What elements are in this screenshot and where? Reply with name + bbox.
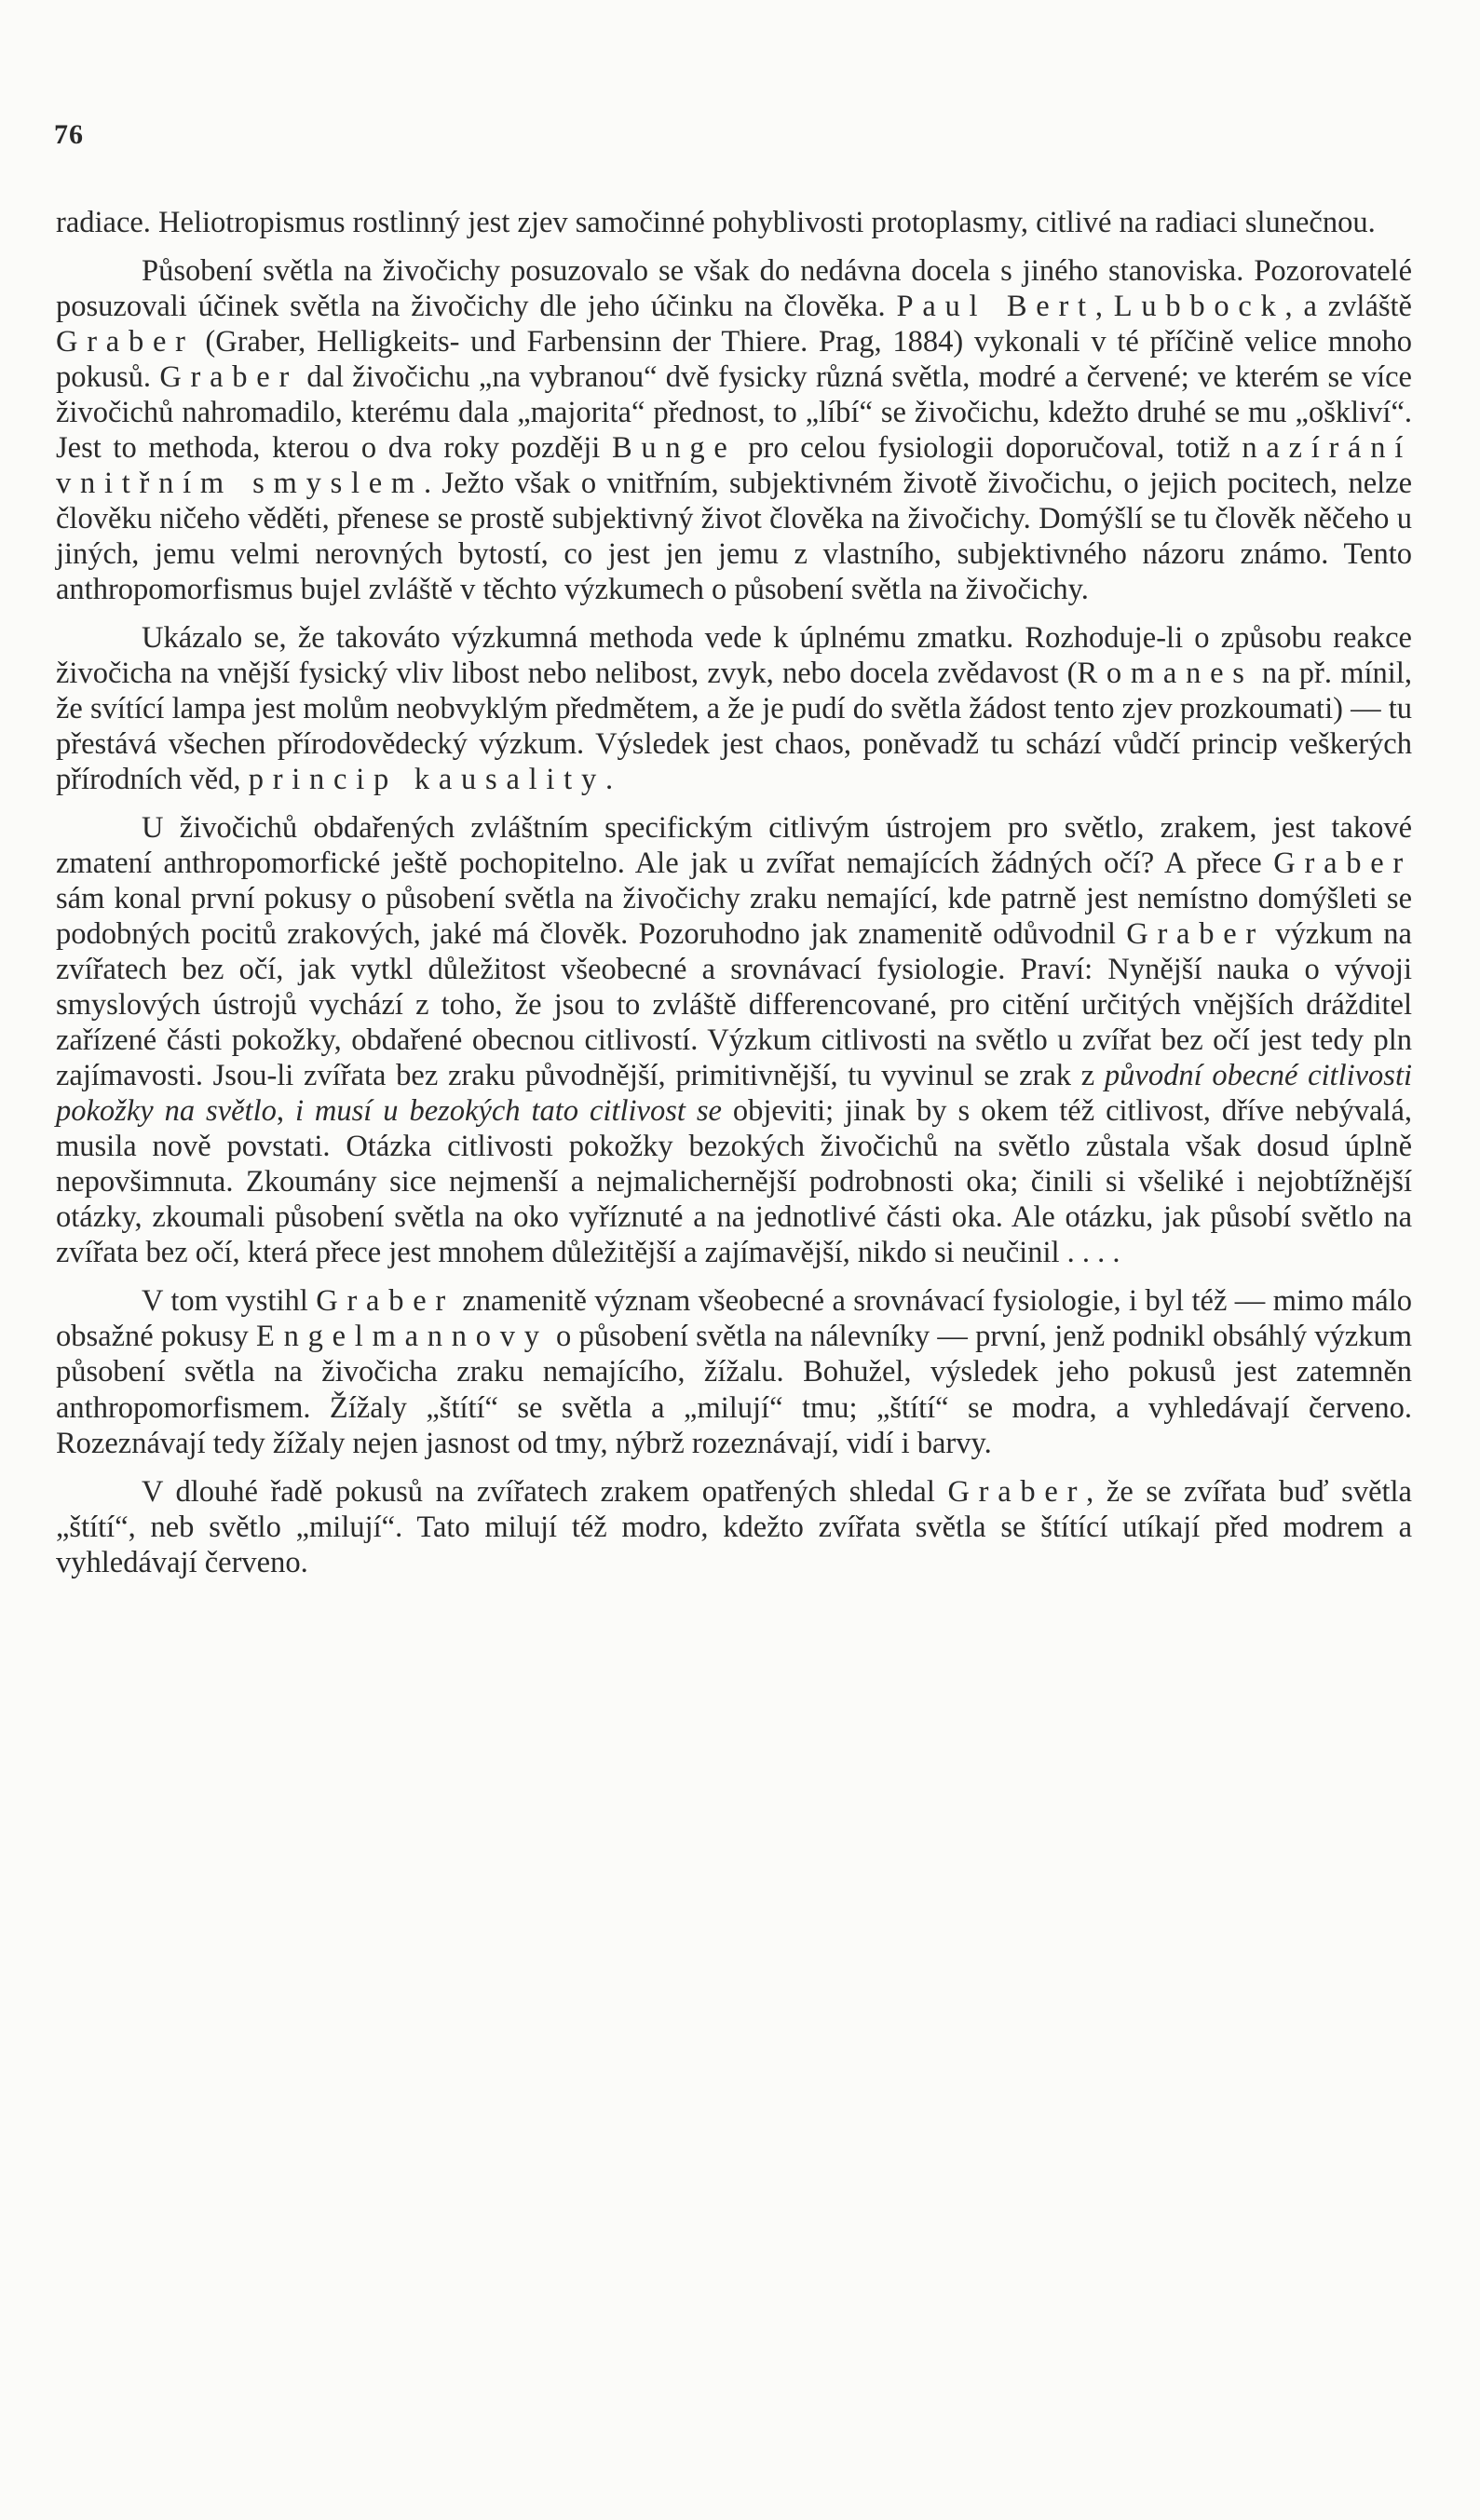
paragraph xyxy=(56,253,1412,607)
text-run: . Ježto však o vnitřním, subjektivném životě živočichu, o jejich pocitech, nelze člověku ničeho věděti, přenese se prostě subjektivný život člověka na živočichy. Domýšlí se tu člověk něčeho u jiných, jemu velmi nerovných bytostí, co jest jen jemu z vlastního, subjektivného názoru známo. Tento anthropomorfismus bujel zvláště v těchto výzkumech o působení světla na živočichy. xyxy=(56,467,1413,607)
text-run: sám konal první pokusy o působení světla na živočichy zraku nemající, kde patrně jest nemístno domýšleti se podobných pocitů zrakových, jaké má člověk. Pozoruhodno jak znamenitě odůvodnil xyxy=(56,882,1412,952)
paragraph xyxy=(56,1474,1412,1580)
italic-text: původní obecné citlivosti pokožky na světlo xyxy=(56,1059,1413,1129)
text-run: , xyxy=(1094,290,1114,324)
text-run: radiace. Heliotropismus rostlinný jest zjev samočinné pohyblivosti protoplasmy, citlivé na radiaci slunečnou. xyxy=(56,206,1376,239)
spaced-name: Graber xyxy=(56,325,195,359)
text-run: objeviti; jinak by s okem též citlivost, dříve nebývalá, musila nově povstati. Otázka citlivosti pokožky bezokých živočichů na světlo zůstala však dosud úplně nepovšimnuta. Zkoumány sice nejmenší a nejmalichernější podrobnosti oka; činili si všeliké i nejobtížnější otázky, zkoumali působení světla na oko vyříznuté a na jednotlivé části oka. Ale otázku, jak působí světlo na zvířata bez očí, která přece jest mnohem důležitější a zajímavější, nikdo si neučinil . . . . xyxy=(56,1094,1413,1270)
page-number: 76 xyxy=(54,119,84,150)
paragraph xyxy=(56,810,1412,1270)
spaced-name: princip kausality xyxy=(248,763,605,797)
spaced-name: Paul Bert xyxy=(896,290,1095,324)
text-body xyxy=(56,205,1412,1593)
spaced-name: nazírání vnitřním smyslem xyxy=(56,431,1413,501)
text-run: U živočichů obdařených zvláštním specifickým citlivým ústrojem pro světlo, zrakem, jest takové zmatení anthropomorfické ještě pochopitelno. Ale jak u zvířat nemajících žádných očí? A přece xyxy=(56,811,1412,881)
text-run: , a zvláště xyxy=(1284,290,1412,324)
spaced-name: Bunge xyxy=(611,431,737,466)
spaced-name: Graber xyxy=(316,1284,455,1319)
paragraph xyxy=(56,1283,1412,1460)
text-run: Ukázalo se, že takováto výzkumná methoda vede k úplnému zmatku. Rozhoduje-li o způsobu reakce živočicha na vnější fysický vliv libost nebo nelibost, zvyk, nebo docela zvědavost ( xyxy=(56,621,1412,691)
spaced-name: Graber xyxy=(1126,917,1265,952)
text-run: na př. mínil, že svítící lampa jest molům neobvyklým předmětem, a že je pudí do světla žádost tento zjev prozkoumati) — tu přestává všechen přírodovědecký výzkum. Výsledek jest chaos, poněvadž tu schází vůdčí princip veškerých přírodních věd, xyxy=(56,657,1412,797)
text-run: , xyxy=(276,1094,295,1129)
text-run: (Graber, Helligkeits- und Farbensinn der Thiere. Prag, 1884) vykonali v té příčině velice mnoho pokusů. xyxy=(56,325,1412,395)
spaced-name: Graber xyxy=(947,1474,1087,1509)
text-run: dal živočichu „na vybranou“ dvě fysicky různá světla, modré a červené; ve kterém se více živočichů nahromadilo, kterému dala „majorita“ přednost, to „líbí“ se živočichu, kdežto druhé se mu „oškliví“. Jest to methoda, kterou o dva roky později xyxy=(56,360,1412,466)
text-run: V dlouhé řadě pokusů na zvířatech zrakem opatřených shledal xyxy=(142,1474,948,1509)
text-run: . xyxy=(604,763,614,797)
text-run: znamenitě význam všeobecné a srovnávací fysiologie, i byl též — mimo málo obsažné pokusy xyxy=(56,1284,1412,1354)
text-run: V tom vystihl xyxy=(142,1284,317,1319)
spaced-name: Engelmannovy xyxy=(256,1320,549,1354)
text-run: , že se zvířata buď světla „štítí“, neb světlo „milují“. Tato milují též modro, kdežto zvířata světla se štítící utíkají před modrem a vyhledávají červeno. xyxy=(56,1474,1412,1579)
text-run: pro celou fysiologii doporučoval, totiž xyxy=(736,431,1242,466)
spaced-name: Graber xyxy=(159,360,299,395)
text-run: výzkum na zvířatech bez očí, jak vytkl důležitost všeobecné a srovnávací fysiologie. Praví: Nynější nauka o vývoji smyslových ústrojů vychází z toho, že jsou to zvláště differencované, pro citění určitých vnějších drážditel zařízené části pokožky, obdařené obecnou citlivostí. Výzkum citlivosti na světlo u zvířat bez očí jest tedy pln zajímavosti. Jsou-li zvířata bez zraku původnější, primitivnější, tu vyvinul se zrak z xyxy=(56,917,1412,1093)
spaced-name: Lubbock xyxy=(1113,290,1285,324)
spaced-name: Romanes xyxy=(1077,657,1254,691)
spaced-name: Graber xyxy=(1273,847,1412,881)
paragraph xyxy=(56,620,1412,797)
italic-text: i musí u bezokých tato citlivost se xyxy=(294,1094,722,1129)
text-run: Působení světla na živočichy posuzovalo se však do nedávna docela s jiného stanoviska. Pozorovatelé posuzovali účinek světla na živočichy dle jeho účinku na člověka. xyxy=(56,254,1412,324)
text-run: o působení světla na nálevníky — první, jenž podnikl obsáhlý výzkum působení světla na živočicha zraku nemajícího, žížalu. Bohužel, výsledek jeho pokusů jest zatemněn anthropomorfismem. Žížaly „štítí“ se světla a „milují“ tmu; „štítí“ se modra, a vyhledávají červeno. Rozeznávají tedy žížaly nejen jasnost od tmy, nýbrž rozeznávají, vidí i barvy. xyxy=(56,1320,1412,1460)
paragraph xyxy=(56,205,1412,240)
